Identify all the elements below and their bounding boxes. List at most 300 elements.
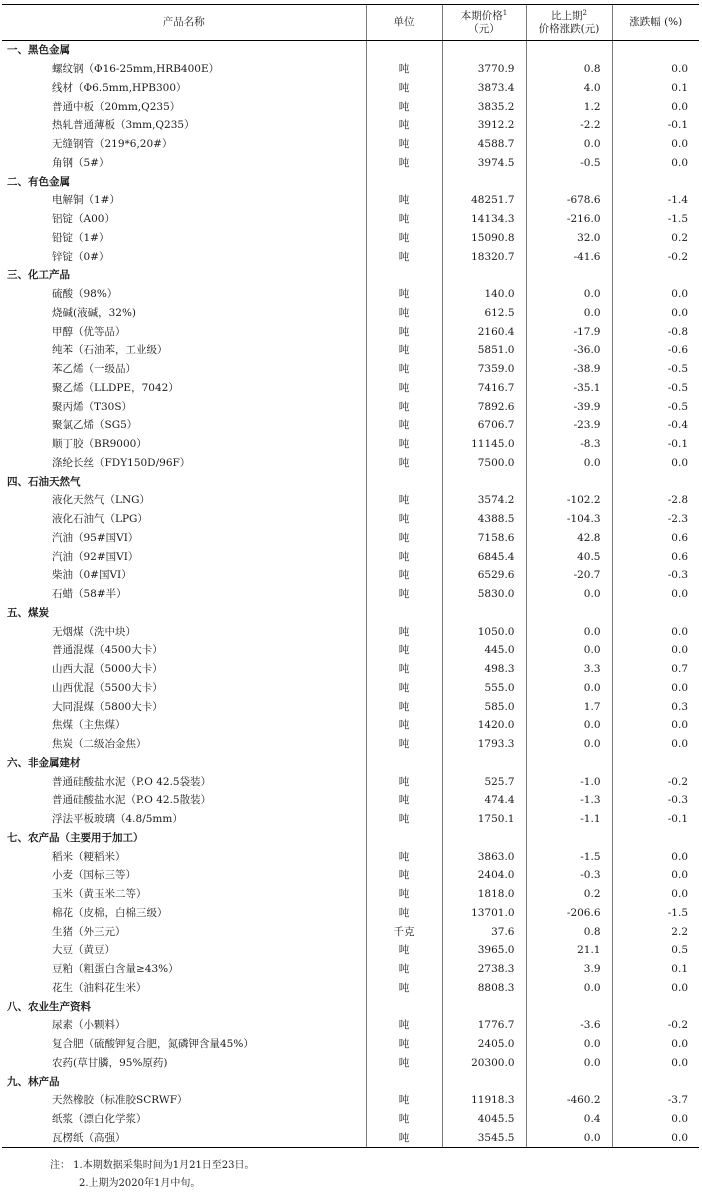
percent-cell: 0.0: [612, 866, 699, 885]
unit-cell: 吨: [366, 247, 442, 266]
price-cell: 1818.0: [442, 885, 526, 904]
price-cell: 20300.0: [442, 1054, 526, 1073]
table-row: [2, 454, 699, 473]
change-cell: -36.0: [526, 341, 612, 360]
price-cell: 13701.0: [442, 904, 526, 923]
product-name: 铝锭（A00）: [52, 213, 115, 226]
footnote-1: 注： 1.本期数据采集时间为1月21日至23日。: [50, 1160, 255, 1171]
product-name: 大同混煤（5800大卡）: [52, 700, 163, 713]
percent-cell: -0.5: [612, 397, 699, 416]
header-current-price-label: 本期价格: [460, 9, 503, 22]
table-row: [2, 904, 699, 923]
price-cell: 7359.0: [442, 360, 526, 379]
product-name: 顺丁胶（BR9000）: [52, 438, 147, 451]
price-cell: 48251.7: [442, 191, 526, 210]
price-cell: 2405.0: [442, 1035, 526, 1054]
empty-cell: [612, 754, 699, 773]
product-name: 普通硅酸盐水泥（P.O 42.5袋装）: [52, 775, 212, 788]
table-row: [2, 116, 699, 135]
change-cell: -1.1: [526, 810, 612, 829]
table-row: [2, 622, 699, 641]
category-name: 九、林产品: [7, 1075, 60, 1088]
percent-cell: -0.6: [612, 341, 699, 360]
empty-cell: [526, 997, 612, 1016]
product-name: 聚丙烯（T30S）: [52, 400, 133, 413]
percent-cell: 2.2: [612, 922, 699, 941]
table-row: [2, 491, 699, 510]
change-cell: 0.0: [526, 1129, 612, 1148]
change-cell: 0.0: [526, 622, 612, 641]
footnotes: [50, 1157, 255, 1193]
empty-cell: [442, 829, 526, 848]
table-row: [2, 716, 699, 735]
change-cell: -460.2: [526, 1091, 612, 1110]
empty-cell: [612, 172, 699, 191]
table-row: [2, 322, 699, 341]
category-row: [2, 172, 699, 191]
unit-cell: 吨: [366, 641, 442, 660]
change-cell: 0.2: [526, 885, 612, 904]
percent-cell: -1.5: [612, 904, 699, 923]
empty-cell: [526, 266, 612, 285]
unit-cell: 吨: [366, 191, 442, 210]
empty-cell: [366, 472, 442, 491]
percent-cell: -0.2: [612, 1016, 699, 1035]
table-row: [2, 379, 699, 398]
unit-cell: 吨: [366, 416, 442, 435]
table-row: [2, 360, 699, 379]
price-cell: 37.6: [442, 922, 526, 941]
percent-cell: 0.0: [612, 885, 699, 904]
table-row: [2, 210, 699, 229]
table-row: [2, 1110, 699, 1129]
change-cell: -104.3: [526, 510, 612, 529]
table-row: [2, 135, 699, 154]
unit-cell: 吨: [366, 116, 442, 135]
product-name: 花生（油料花生米）: [52, 981, 147, 994]
empty-cell: [442, 604, 526, 623]
percent-cell: 0.0: [612, 979, 699, 998]
table-row: [2, 679, 699, 698]
category-name: 一、黑色金属: [7, 44, 70, 57]
empty-cell: [442, 1072, 526, 1091]
change-cell: 0.0: [526, 679, 612, 698]
unit-cell: 吨: [366, 491, 442, 510]
unit-cell: 吨: [366, 210, 442, 229]
change-cell: 0.0: [526, 716, 612, 735]
change-cell: -39.9: [526, 397, 612, 416]
table-row: [2, 885, 699, 904]
empty-cell: [366, 829, 442, 848]
product-name: 锌锭（0#）: [52, 250, 110, 263]
change-cell: 0.8: [526, 60, 612, 79]
percent-cell: 0.0: [612, 154, 699, 173]
percent-cell: 0.0: [612, 1129, 699, 1148]
change-cell: 0.8: [526, 922, 612, 941]
change-cell: 0.0: [526, 454, 612, 473]
category-name: 五、煤炭: [7, 606, 49, 619]
unit-cell: 吨: [366, 60, 442, 79]
empty-cell: [612, 41, 699, 60]
product-name: 汽油（95#国VI）: [52, 531, 139, 544]
table-row: [2, 791, 699, 810]
table-row: [2, 735, 699, 754]
price-cell: 3974.5: [442, 154, 526, 173]
unit-cell: 吨: [366, 97, 442, 116]
product-name: 普通混煤（4500大卡）: [52, 644, 163, 657]
unit-cell: 吨: [366, 379, 442, 398]
unit-cell: 吨: [366, 791, 442, 810]
category-row: [2, 1072, 699, 1091]
product-name: 硫酸（98%）: [52, 288, 118, 301]
unit-cell: 吨: [366, 735, 442, 754]
price-cell: 585.0: [442, 697, 526, 716]
empty-cell: [612, 1072, 699, 1091]
percent-cell: -0.5: [612, 379, 699, 398]
unit-cell: 吨: [366, 979, 442, 998]
change-cell: 21.1: [526, 941, 612, 960]
table-row: [2, 341, 699, 360]
percent-cell: 0.0: [612, 1035, 699, 1054]
category-row: [2, 829, 699, 848]
header-price-change-unit: 价格涨跌(元): [538, 22, 600, 35]
price-cell: 7416.7: [442, 379, 526, 398]
table-row: [2, 529, 699, 548]
unit-cell: 吨: [366, 622, 442, 641]
change-cell: 4.0: [526, 79, 612, 98]
table-row: [2, 60, 699, 79]
header-change-percent: 涨跌幅 (%): [612, 5, 699, 41]
empty-cell: [442, 172, 526, 191]
price-cell: 6845.4: [442, 547, 526, 566]
table-row: [2, 435, 699, 454]
product-name: 天然橡胶（标准胶SCRWF）: [52, 1094, 188, 1107]
price-cell: 3912.2: [442, 116, 526, 135]
change-cell: -1.5: [526, 847, 612, 866]
empty-cell: [526, 604, 612, 623]
price-cell: 525.7: [442, 772, 526, 791]
price-cell: 7500.0: [442, 454, 526, 473]
product-name: 稻米（粳稻米）: [52, 850, 126, 863]
percent-cell: 0.0: [612, 1054, 699, 1073]
category-row: [2, 997, 699, 1016]
product-name: 无烟煤（洗中块）: [52, 625, 136, 638]
product-name: 纸浆（漂白化学浆）: [52, 1113, 147, 1126]
table-row: [2, 810, 699, 829]
percent-cell: -0.1: [612, 435, 699, 454]
percent-cell: -0.2: [612, 772, 699, 791]
price-cell: 7892.6: [442, 397, 526, 416]
price-cell: 18320.7: [442, 247, 526, 266]
price-cell: 2404.0: [442, 866, 526, 885]
product-name: 纯苯（石油苯，工业级）: [52, 344, 168, 357]
price-cell: 1750.1: [442, 810, 526, 829]
category-row: [2, 472, 699, 491]
percent-cell: 0.3: [612, 697, 699, 716]
empty-cell: [366, 266, 442, 285]
header-price-change-label: 比上期: [551, 9, 583, 22]
empty-cell: [442, 472, 526, 491]
unit-cell: 吨: [366, 679, 442, 698]
unit-cell: 千克: [366, 922, 442, 941]
percent-cell: 0.0: [612, 285, 699, 304]
change-cell: 0.0: [526, 1054, 612, 1073]
price-cell: 555.0: [442, 679, 526, 698]
change-cell: -678.6: [526, 191, 612, 210]
unit-cell: 吨: [366, 885, 442, 904]
category-row: [2, 604, 699, 623]
change-cell: -3.6: [526, 1016, 612, 1035]
product-name: 热轧普通薄板（3mm,Q235）: [52, 119, 195, 132]
unit-cell: 吨: [366, 1054, 442, 1073]
product-name: 电解铜（1#）: [52, 194, 120, 207]
header-current-price-unit: （元）: [468, 22, 500, 35]
empty-cell: [442, 754, 526, 773]
category-name: 八、农业生产资料: [7, 1000, 91, 1013]
product-name: 聚乙烯（LLDPE，7042）: [52, 381, 179, 394]
price-cell: 15090.8: [442, 229, 526, 248]
price-cell: 8808.3: [442, 979, 526, 998]
category-name: 二、有色金属: [7, 175, 70, 188]
empty-cell: [366, 604, 442, 623]
percent-cell: 0.0: [612, 304, 699, 323]
product-name: 普通硅酸盐水泥（P.O 42.5散装）: [52, 794, 212, 807]
unit-cell: 吨: [366, 1110, 442, 1129]
percent-cell: 0.6: [612, 529, 699, 548]
change-cell: -8.3: [526, 435, 612, 454]
product-name: 烧碱(液碱，32%): [52, 306, 137, 319]
price-cell: 1420.0: [442, 716, 526, 735]
price-cell: 3835.2: [442, 97, 526, 116]
product-name: 石蜡（58#半）: [52, 588, 127, 601]
table-row: [2, 979, 699, 998]
change-cell: 0.0: [526, 641, 612, 660]
change-cell: 3.9: [526, 960, 612, 979]
unit-cell: 吨: [366, 322, 442, 341]
unit-cell: 吨: [366, 135, 442, 154]
product-name: 玉米（黄玉米二等）: [52, 888, 147, 901]
price-cell: 1793.3: [442, 735, 526, 754]
header-unit: 单位: [366, 5, 442, 41]
unit-cell: 吨: [366, 585, 442, 604]
table-row: [2, 922, 699, 941]
price-cell: 4045.5: [442, 1110, 526, 1129]
product-name: 生猪（外三元）: [52, 925, 126, 938]
change-cell: 0.0: [526, 735, 612, 754]
price-cell: 2160.4: [442, 322, 526, 341]
unit-cell: 吨: [366, 154, 442, 173]
unit-cell: 吨: [366, 772, 442, 791]
unit-cell: 吨: [366, 341, 442, 360]
change-cell: -23.9: [526, 416, 612, 435]
percent-cell: 0.7: [612, 660, 699, 679]
change-cell: -0.5: [526, 154, 612, 173]
product-name: 涤纶长丝（FDY150D/96F）: [52, 456, 191, 469]
table-row: [2, 1054, 699, 1073]
change-cell: -17.9: [526, 322, 612, 341]
percent-cell: -3.7: [612, 1091, 699, 1110]
price-cell: 6706.7: [442, 416, 526, 435]
price-cell: 2738.3: [442, 960, 526, 979]
price-cell: 3873.4: [442, 79, 526, 98]
product-name: 柴油（0#国VI）: [52, 569, 132, 582]
empty-cell: [526, 1072, 612, 1091]
header-product-name: 产品名称: [2, 5, 366, 41]
price-cell: 3965.0: [442, 941, 526, 960]
price-cell: 1050.0: [442, 622, 526, 641]
table-row: [2, 566, 699, 585]
change-cell: 0.0: [526, 285, 612, 304]
empty-cell: [366, 754, 442, 773]
change-cell: 1.2: [526, 97, 612, 116]
price-cell: 5830.0: [442, 585, 526, 604]
percent-cell: -0.3: [612, 566, 699, 585]
change-cell: -41.6: [526, 247, 612, 266]
footnote-1-marker: 1: [502, 8, 508, 17]
table-row: [2, 229, 699, 248]
category-name: 四、石油天然气: [7, 475, 81, 488]
price-cell: 3863.0: [442, 847, 526, 866]
unit-cell: 吨: [366, 941, 442, 960]
change-cell: 0.4: [526, 1110, 612, 1129]
price-cell: 612.5: [442, 304, 526, 323]
table-row: [2, 1091, 699, 1110]
price-cell: 6529.6: [442, 566, 526, 585]
product-name: 山西大混（5000大卡）: [52, 663, 163, 676]
unit-cell: 吨: [366, 304, 442, 323]
table-row: [2, 547, 699, 566]
product-name: 无缝钢管（219*6,20#）: [52, 138, 173, 151]
unit-cell: 吨: [366, 397, 442, 416]
percent-cell: 0.2: [612, 229, 699, 248]
percent-cell: 0.0: [612, 847, 699, 866]
percent-cell: 0.5: [612, 941, 699, 960]
percent-cell: -0.3: [612, 791, 699, 810]
unit-cell: 吨: [366, 697, 442, 716]
product-name: 焦煤（主焦煤）: [52, 719, 126, 732]
product-name: 铅锭（1#）: [52, 231, 110, 244]
product-name: 复合肥（硫酸钾复合肥，氮磷钾含量45%）: [52, 1038, 254, 1051]
percent-cell: 0.6: [612, 547, 699, 566]
percent-cell: 0.0: [612, 135, 699, 154]
empty-cell: [526, 172, 612, 191]
price-cell: 1776.7: [442, 1016, 526, 1035]
percent-cell: 0.1: [612, 960, 699, 979]
product-name: 苯乙烯（一级品）: [52, 363, 136, 376]
change-cell: 42.8: [526, 529, 612, 548]
change-cell: 3.3: [526, 660, 612, 679]
table-row: [2, 97, 699, 116]
unit-cell: 吨: [366, 1035, 442, 1054]
table-row: [2, 960, 699, 979]
table-header: [2, 5, 699, 41]
unit-cell: 吨: [366, 79, 442, 98]
product-name: 汽油（92#国VI）: [52, 550, 139, 563]
category-name: 三、化工产品: [7, 269, 70, 282]
header-price-change: [526, 5, 612, 41]
price-table: [2, 4, 699, 1148]
empty-cell: [442, 41, 526, 60]
price-cell: 5851.0: [442, 341, 526, 360]
table-row: [2, 941, 699, 960]
percent-cell: -0.2: [612, 247, 699, 266]
unit-cell: 吨: [366, 810, 442, 829]
empty-cell: [612, 604, 699, 623]
change-cell: -216.0: [526, 210, 612, 229]
price-cell: 474.4: [442, 791, 526, 810]
percent-cell: -1.5: [612, 210, 699, 229]
change-cell: 1.7: [526, 697, 612, 716]
change-cell: 0.0: [526, 585, 612, 604]
product-name: 山西优混（5500大卡）: [52, 681, 163, 694]
product-name: 小麦（国标三等）: [52, 869, 136, 882]
empty-cell: [366, 997, 442, 1016]
table-row: [2, 247, 699, 266]
empty-cell: [612, 266, 699, 285]
unit-cell: 吨: [366, 285, 442, 304]
percent-cell: 0.0: [612, 735, 699, 754]
product-name: 豆粕（粗蛋白含量≥43%）: [52, 963, 179, 976]
unit-cell: 吨: [366, 904, 442, 923]
table-row: [2, 397, 699, 416]
percent-cell: 0.0: [612, 60, 699, 79]
empty-cell: [612, 472, 699, 491]
unit-cell: 吨: [366, 510, 442, 529]
change-cell: 0.0: [526, 135, 612, 154]
change-cell: 0.0: [526, 1035, 612, 1054]
percent-cell: -0.8: [612, 322, 699, 341]
table-row: [2, 191, 699, 210]
change-cell: -2.2: [526, 116, 612, 135]
percent-cell: -2.3: [612, 510, 699, 529]
unit-cell: 吨: [366, 435, 442, 454]
percent-cell: 0.0: [612, 585, 699, 604]
price-cell: 11918.3: [442, 1091, 526, 1110]
change-cell: -20.7: [526, 566, 612, 585]
table-row: [2, 1129, 699, 1148]
percent-cell: -0.1: [612, 116, 699, 135]
product-name: 棉花（皮棉，白棉三级）: [52, 906, 168, 919]
price-cell: 11145.0: [442, 435, 526, 454]
table-row: [2, 285, 699, 304]
category-row: [2, 41, 699, 60]
table-row: [2, 1035, 699, 1054]
table-row: [2, 697, 699, 716]
unit-cell: 吨: [366, 360, 442, 379]
header-current-price: [442, 5, 526, 41]
empty-cell: [526, 472, 612, 491]
price-cell: 445.0: [442, 641, 526, 660]
percent-cell: 0.0: [612, 641, 699, 660]
table-row: [2, 304, 699, 323]
price-cell: 3574.2: [442, 491, 526, 510]
price-cell: 4388.5: [442, 510, 526, 529]
percent-cell: 0.0: [612, 97, 699, 116]
empty-cell: [526, 754, 612, 773]
category-name: 七、农产品（主要用于加工）: [7, 831, 144, 844]
table-row: [2, 660, 699, 679]
unit-cell: 吨: [366, 454, 442, 473]
unit-cell: 吨: [366, 847, 442, 866]
unit-cell: 吨: [366, 1129, 442, 1148]
change-cell: -1.0: [526, 772, 612, 791]
product-name: 螺纹钢（Φ16-25mm,HRB400E）: [52, 63, 220, 76]
category-row: [2, 266, 699, 285]
category-row: [2, 754, 699, 773]
table-row: [2, 641, 699, 660]
percent-cell: 0.1: [612, 79, 699, 98]
price-cell: 498.3: [442, 660, 526, 679]
